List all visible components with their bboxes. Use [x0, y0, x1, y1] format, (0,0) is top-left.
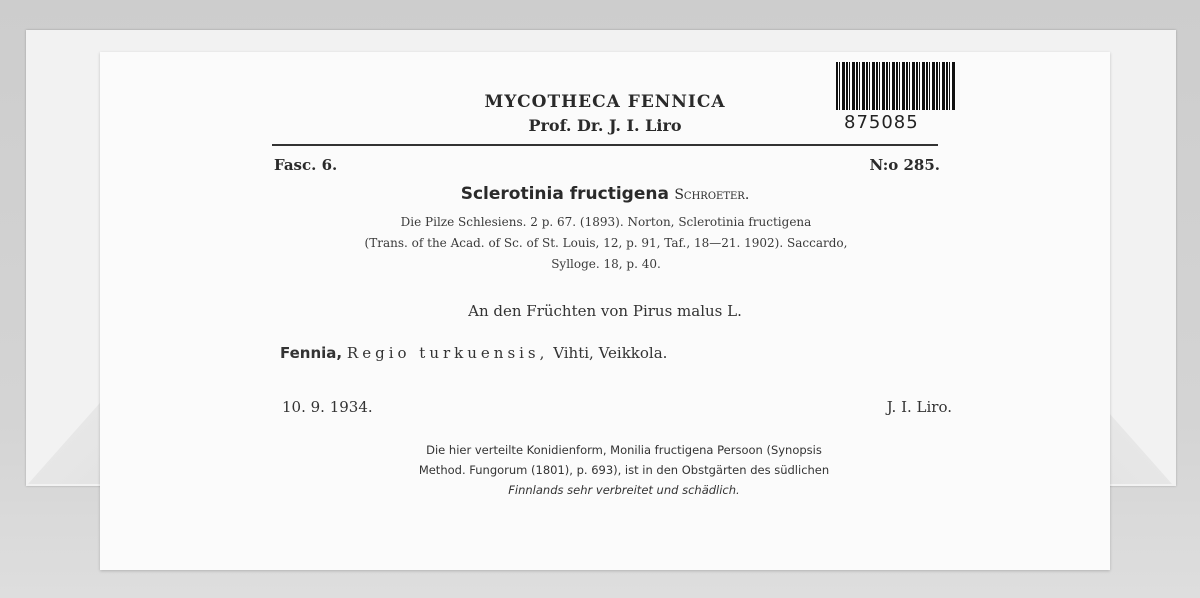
- genus-species: Sclerotinia fructigena: [460, 184, 669, 204]
- reference-line: Die Pilze Schlesiens. 2 p. 67. (1893). Norton, Sclerotinia fructigena: [400, 215, 812, 229]
- locality: [280, 344, 667, 362]
- locality-country: Fennia,: [280, 344, 343, 362]
- literature-reference: [272, 212, 940, 275]
- locality-region: Regio turkuensis,: [346, 344, 549, 362]
- specimen-label: [100, 52, 1110, 570]
- specimen-note: [280, 440, 968, 500]
- note-line: Die hier verteilte Konidienform, Monilia fructigena Persoon (Synopsis: [426, 443, 822, 457]
- note-line: Method. Fungorum (1801), p. 693), ist in den Obstgärten des südlichen: [418, 463, 830, 477]
- species-author: Schroeter.: [674, 187, 750, 203]
- collection-editor: Prof. Dr. J. I. Liro: [528, 116, 682, 135]
- reference-line: (Trans. of the Acad. of Sc. of St. Louis, 12, p. 91, Taf., 18—21. 1902). Saccardo,: [364, 236, 848, 250]
- fascicle-label: Fasc. 6.: [274, 156, 338, 174]
- collector-name: J. I. Liro.: [886, 398, 952, 416]
- barcode: [836, 62, 956, 110]
- note-line: Finnlands sehr verbreitet und schädlich.: [508, 483, 740, 497]
- reference-line: Sylloge. 18, p. 40.: [551, 257, 661, 271]
- collection-date: 10. 9. 1934.: [282, 398, 373, 416]
- barcode-number: 875085: [844, 112, 919, 133]
- locality-place: Vihti, Veikkola.: [553, 344, 668, 362]
- host-substrate: An den Früchten von Pirus malus L.: [468, 302, 742, 320]
- header-rule: [272, 144, 938, 146]
- specimen-number: N:o 285.: [869, 156, 940, 174]
- collection-title: MYCOTHECA FENNICA: [484, 92, 726, 112]
- species-name: [270, 184, 940, 204]
